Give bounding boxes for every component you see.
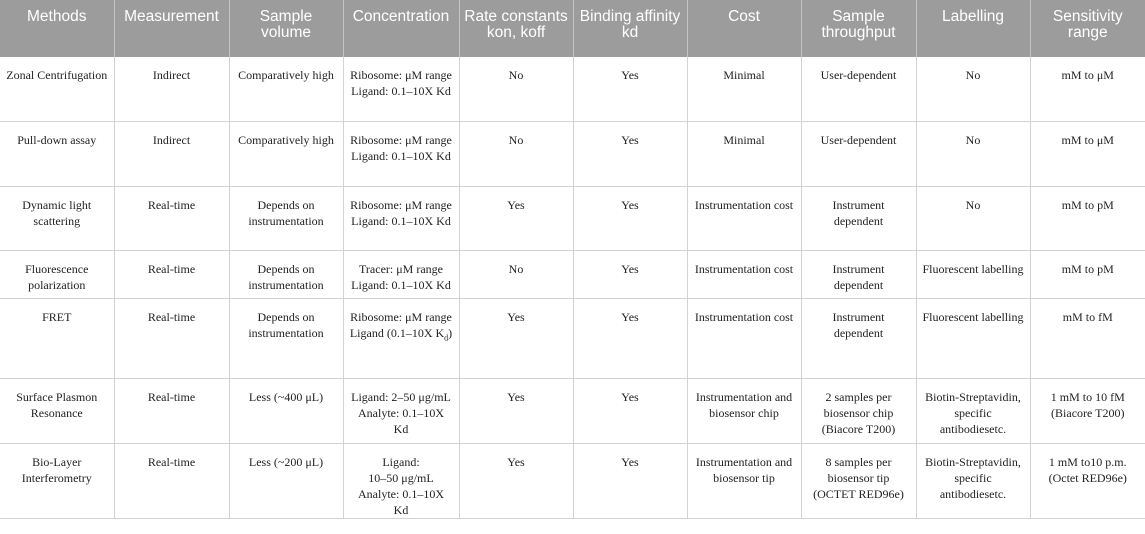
cell-labelling: No — [916, 186, 1030, 251]
column-header-measurement: Measurement — [114, 0, 229, 57]
concentration-text: Ligand (0.1–10X K — [349, 326, 445, 340]
cell-throughput: User-dependent — [801, 57, 916, 122]
cell-labelling: Biotin-Streptavidin, specific antibodiesetc. — [916, 379, 1030, 444]
concentration-line: Analyte: 0.1–10X Kd — [358, 486, 444, 517]
cell-rate-constants: No — [459, 57, 573, 122]
cell-binding-affinity: Yes — [573, 122, 687, 187]
cell-sample-volume: Comparatively high — [229, 57, 343, 122]
cell-binding-affinity: Yes — [573, 186, 687, 251]
column-header-sample-volume: Sample volume — [229, 0, 343, 57]
concentration-line: Ribosome: μM range — [350, 310, 452, 324]
table-row — [0, 299, 1145, 379]
column-header-binding-affinity: Binding affinity kd — [573, 0, 687, 57]
table-row — [0, 122, 1145, 187]
concentration-line: Ribosome: μM range — [350, 197, 452, 212]
cell-concentration — [343, 443, 459, 518]
cell-throughput: User-dependent — [801, 122, 916, 187]
cell-throughput: 8 samples per biosensor tip (OCTET RED96e) — [801, 443, 916, 518]
cell-concentration — [343, 186, 459, 251]
cell-sensitivity: mM to pM — [1030, 251, 1145, 299]
cell-binding-affinity: Yes — [573, 443, 687, 518]
table-row — [0, 251, 1145, 299]
cell-labelling: Biotin-Streptavidin, specific antibodiesetc. — [916, 443, 1030, 518]
cell-method: Pull-down assay — [0, 122, 114, 187]
cell-sensitivity: 1 mM to10 p.m. (Octet RED96e) — [1030, 443, 1145, 518]
cell-measurement: Indirect — [114, 122, 229, 187]
cell-binding-affinity: Yes — [573, 251, 687, 299]
cell-throughput: Instrument dependent — [801, 251, 916, 299]
cell-sensitivity: mM to pM — [1030, 186, 1145, 251]
cell-method: Fluorescence polarization — [0, 251, 114, 299]
cell-sample-volume: Less (~400 μL) — [229, 379, 343, 444]
concentration-line: 10–50 μg/mL — [368, 470, 434, 485]
cell-measurement: Real-time — [114, 186, 229, 251]
table-body — [0, 57, 1145, 518]
cell-method: Zonal Centrifugation — [0, 57, 114, 122]
cell-sample-volume: Depends on instrumentation — [229, 251, 343, 299]
concentration-line: Tracer: μM range — [359, 262, 443, 276]
cell-concentration — [343, 379, 459, 444]
cell-cost: Instrumentation and biosensor tip — [687, 443, 801, 518]
cell-cost: Instrumentation cost — [687, 186, 801, 251]
cell-rate-constants: Yes — [459, 299, 573, 379]
cell-sample-volume: Depends on instrumentation — [229, 186, 343, 251]
cell-cost: Instrumentation cost — [687, 251, 801, 299]
concentration-line: Analyte: 0.1–10X Kd — [358, 406, 444, 436]
table-row — [0, 57, 1145, 122]
cell-binding-affinity: Yes — [573, 57, 687, 122]
cell-method: Surface Plasmon Resonance — [0, 379, 114, 444]
cell-cost: Minimal — [687, 122, 801, 187]
cell-throughput: 2 samples per biosensor chip (Biacore T200) — [801, 379, 916, 444]
concentration-line: Ribosome: μM range — [350, 68, 452, 82]
table-row — [0, 443, 1145, 518]
cell-rate-constants: No — [459, 122, 573, 187]
cell-method: Bio-Layer Interferometry — [0, 443, 114, 518]
cell-concentration — [343, 251, 459, 299]
concentration-line: Ligand: — [382, 454, 420, 469]
concentration-line: Ligand: 0.1–10X Kd — [351, 213, 451, 228]
column-header-sensitivity-range: Sensitivity range — [1030, 0, 1145, 57]
cell-sensitivity: mM to μM — [1030, 122, 1145, 187]
cell-measurement: Real-time — [114, 379, 229, 444]
cell-sensitivity: mM to μM — [1030, 57, 1145, 122]
column-header-cost: Cost — [687, 0, 801, 57]
cell-rate-constants: Yes — [459, 443, 573, 518]
cell-method: Dynamic light scattering — [0, 186, 114, 251]
column-header-rate-constants: Rate constants kon, koff — [459, 0, 573, 57]
cell-labelling: Fluorescent labelling — [916, 299, 1030, 379]
cell-cost: Instrumentation cost — [687, 299, 801, 379]
concentration-line: Ligand: 0.1–10X Kd — [351, 149, 451, 163]
cell-sample-volume: Depends on instrumentation — [229, 299, 343, 379]
cell-measurement: Indirect — [114, 57, 229, 122]
cell-measurement: Real-time — [114, 299, 229, 379]
cell-labelling: No — [916, 57, 1030, 122]
cell-labelling: Fluorescent labelling — [916, 251, 1030, 299]
cell-cost: Minimal — [687, 57, 801, 122]
cell-measurement: Real-time — [114, 443, 229, 518]
cell-sample-volume: Less (~200 μL) — [229, 443, 343, 518]
table-row — [0, 186, 1145, 251]
concentration-line: Ligand: 0.1–10X Kd — [351, 278, 451, 292]
cell-cost: Instrumentation and biosensor chip — [687, 379, 801, 444]
cell-throughput: Instrument dependent — [801, 299, 916, 379]
table-header — [0, 0, 1145, 57]
concentration-line: Ribosome: μM range — [350, 133, 452, 147]
concentration-line: Ligand: 2–50 μg/mL — [351, 390, 451, 404]
cell-labelling: No — [916, 122, 1030, 187]
concentration-line: Ligand: 0.1–10X Kd — [351, 84, 451, 98]
cell-sensitivity: mM to fM — [1030, 299, 1145, 379]
cell-measurement: Real-time — [114, 251, 229, 299]
closing-paren: ) — [448, 326, 453, 340]
cell-rate-constants: Yes — [459, 186, 573, 251]
cell-sensitivity: 1 mM to 10 fM (Biacore T200) — [1030, 379, 1145, 444]
concentration-line — [350, 325, 453, 341]
cell-concentration — [343, 299, 459, 379]
cell-rate-constants: Yes — [459, 379, 573, 444]
cell-concentration — [343, 57, 459, 122]
cell-method: FRET — [0, 299, 114, 379]
cell-throughput: Instrument dependent — [801, 186, 916, 251]
column-header-methods: Methods — [0, 0, 114, 57]
cell-concentration — [343, 122, 459, 187]
column-header-concentration: Concentration — [343, 0, 459, 57]
cell-sample-volume: Comparatively high — [229, 122, 343, 187]
subscript-d: d — [444, 333, 449, 343]
cell-binding-affinity: Yes — [573, 379, 687, 444]
column-header-sample-throughput: Sample throughput — [801, 0, 916, 57]
table-row — [0, 379, 1145, 444]
cell-binding-affinity: Yes — [573, 299, 687, 379]
cell-rate-constants: No — [459, 251, 573, 299]
column-header-labelling: Labelling — [916, 0, 1030, 57]
